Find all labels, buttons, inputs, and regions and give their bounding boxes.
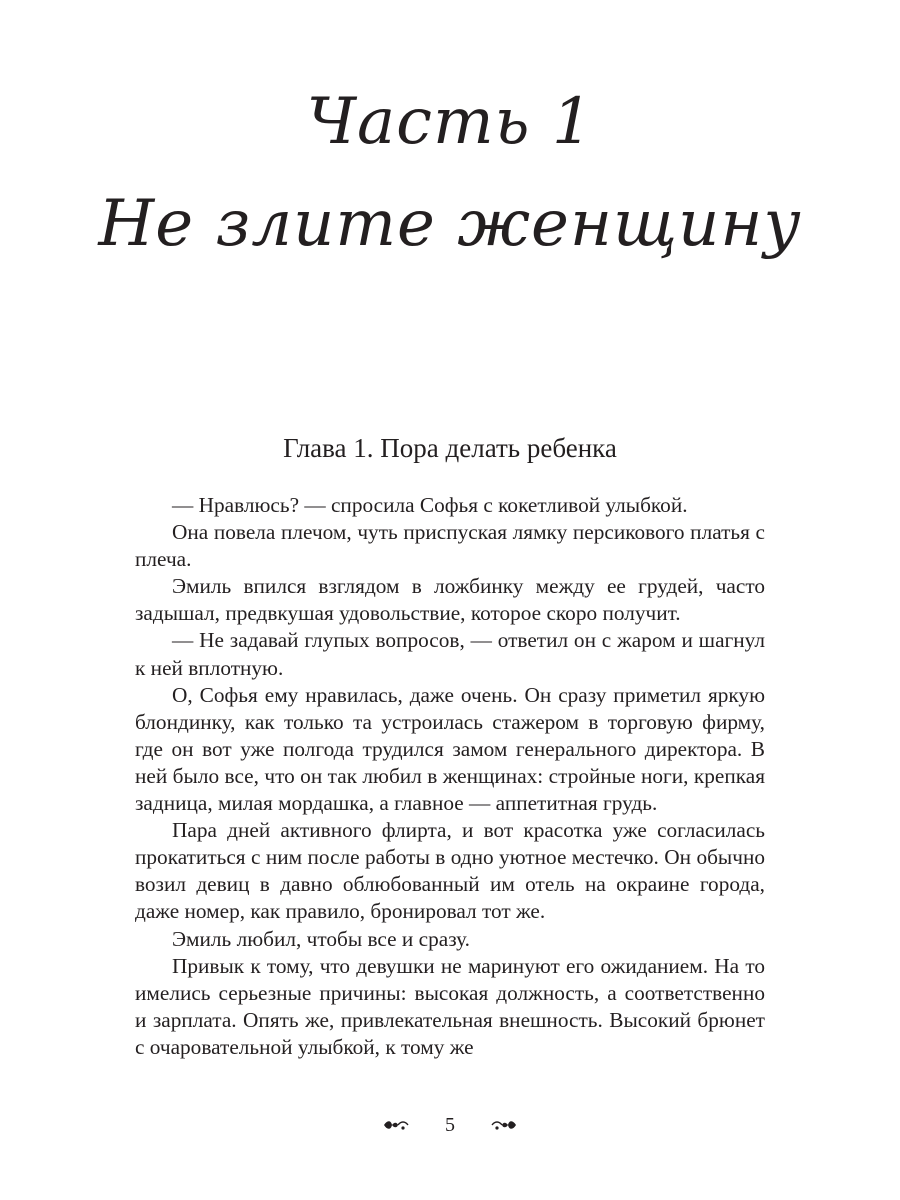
floral-ornament-left-icon [382,1118,410,1132]
floral-ornament-right-icon [490,1118,518,1132]
paragraph: — Не задавай глупых вопросов, — ответил он с жаром и шагнул к ней вплотную. [135,628,765,680]
page-number: 5 [445,1114,455,1137]
paragraph: Она повела плечом, чуть приспуская лямку персикового платья с плеча. [135,520,765,572]
paragraph: — Нравлюсь? — спросила Софья с кокетливой улыбкой. [172,493,688,517]
paragraph: Эмиль любил, чтобы все и сразу. [172,926,470,951]
part-name-heading: Не злите женщину [98,187,802,261]
paragraph: Пара дней активного флирта, и вот красотка уже согласилась прокатиться с ним после работы в одно уютное местечко. Он обычно возил девиц в давно облюбованный им отель на окраине города, даже номер, как правило, бронировал тот же. [135,818,765,924]
page-footer [0,1112,900,1137]
chapter-title: Глава 1. Пора делать ребенка [283,433,617,463]
paragraph: Привык к тому, что девушки не маринуют его ожиданием. На то имелись серьезные причины: высокая должность, а соответственно и зарплата. Опять же, привлекательная внешность. Высокий брюнет с очаровательной улыбкой, к тому же [135,953,765,1059]
chapter-body-text [135,492,765,1061]
part-number-heading: Часть 1 [306,85,594,159]
paragraph: Эмиль впился взглядом в ложбинку между ее грудей, часто задышал, предвкушая удовольствие, которое скоро получит. [135,574,765,626]
paragraph: О, Софья ему нравилась, даже очень. Он сразу приметил яркую блондинку, как только та устроилась стажером в торговую фирму, где он вот уже полгода трудился замом генерального директора. В ней было все, что он так любил в женщинах: стройные ноги, крепкая задница, милая мордашка, а главное — аппетитная грудь. [135,682,765,816]
